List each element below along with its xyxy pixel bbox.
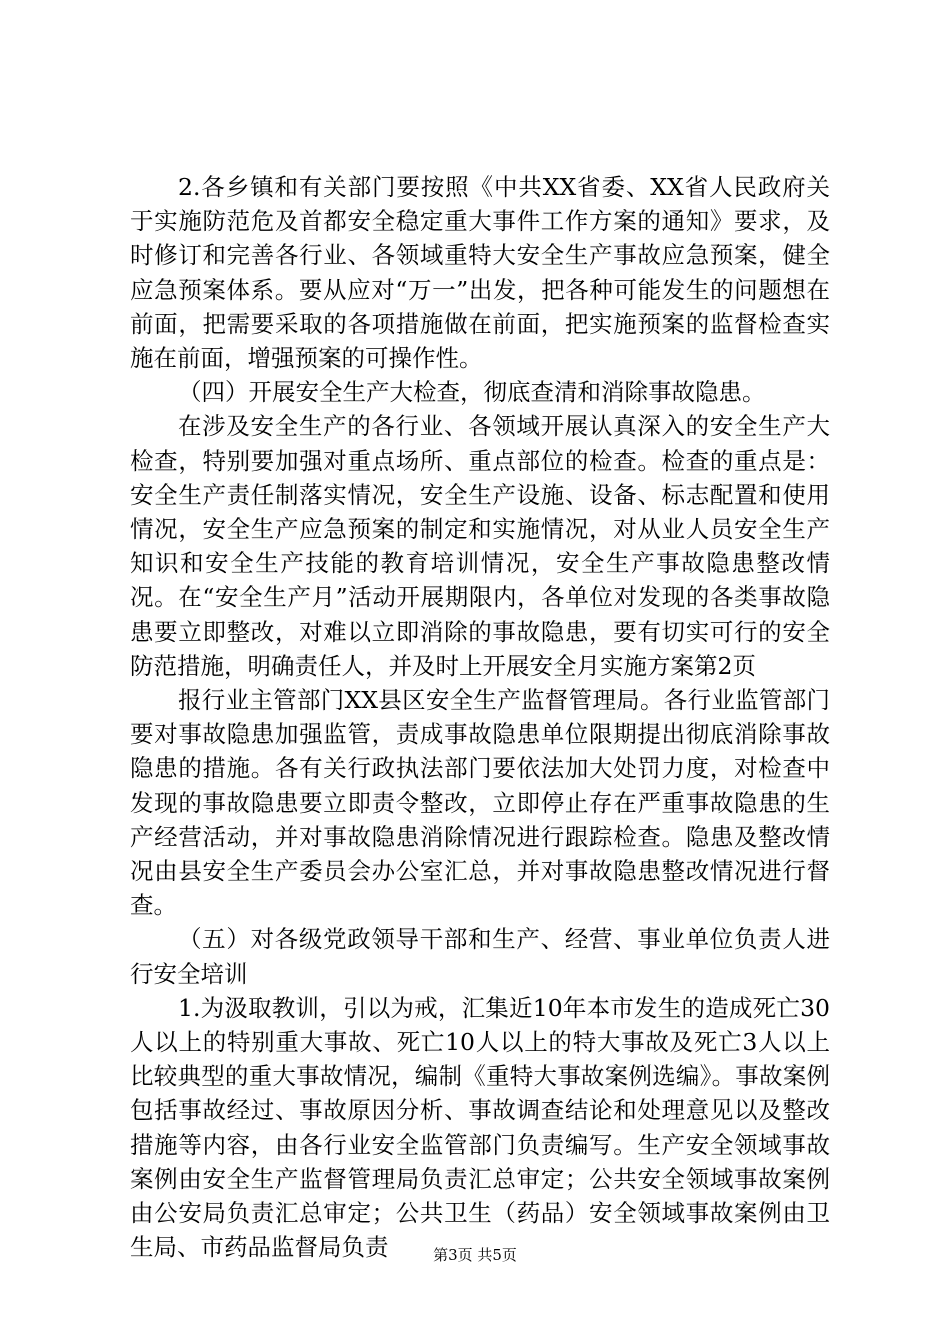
heading-section-five: （五）对各级党政领导干部和生产、经营、事业单位负责人进行安全培训 [130,925,830,988]
paragraph-emergency-plan: 2.各乡镇和有关部门要按照《中共XX省委、XX省人民政府关于实施防范危及首都安全稳定重大事件工作方案的通知》要求，及时修订和完善各行业、各领域重特大安全生产事故应急预案，健全应急预案体系。要从应对“万一”出发，把各种可能发生的问题想在前面，把需要采取的各项措施做在前面，把实施预案的监督检查实施在前面，增强预案的可操作性。 [130,173,830,373]
page-footer: 第3页 共5页 [433,1246,517,1264]
paragraph-safety-inspection: 在涉及安全生产的各行业、各领域开展认真深入的安全生产大检查，特别要加强对重点场所、重点部位的检查。检查的重点是：安全生产责任制落实情况，安全生产设施、设备、标志配置和使用情况，安全生产应急预案的制定和实施情况，对从业人员安全生产知识和安全生产技能的教育培训情况，安全生产事故隐患整改情况。在“安全生产月”活动开展期限内，各单位对发现的各类事故隐患要立即整改，对难以立即消除的事故隐患，要有切实可行的安全防范措施，明确责任人，并及时上开展安全月实施方案第2页 [130,412,830,680]
heading-section-four: （四）开展安全生产大检查，彻底查清和消除事故隐患。 [178,378,766,407]
document-body [130,170,830,1265]
paragraph-hazard-reporting: 报行业主管部门XX县区安全生产监督管理局。各行业监管部门要对事故隐患加强监管，责成事故隐患单位限期提出彻底消除事故隐患的措施。各有关行政执法部门要依法加大处罚力度，对检查中发现的事故隐患要立即责令整改，立即停止存在严重事故隐患的生产经营活动，并对事故隐患消除情况进行跟踪检查。隐患及整改情况由县安全生产委员会办公室汇总，并对事故隐患整改情况进行督查。 [130,686,830,920]
paragraph-case-compilation: 1.为汲取教训，引以为戒，汇集近10年本市发生的造成死亡30人以上的特别重大事故、死亡10人以上的特大事故及死亡3人以上比较典型的重大事故情况，编制《重特大事故案例选编》。事故案例包括事故经过、事故原因分析、事故调查结论和处理意见以及整改措施等内容，由各行业安全监管部门负责编写。生产安全领域事故案例由安全生产监督管理局负责汇总审定；公共安全领域事故案例由公安局负责汇总审定；公共卫生（药品）安全领域事故案例由卫生局、市药品监督局负责 [130,993,830,1262]
